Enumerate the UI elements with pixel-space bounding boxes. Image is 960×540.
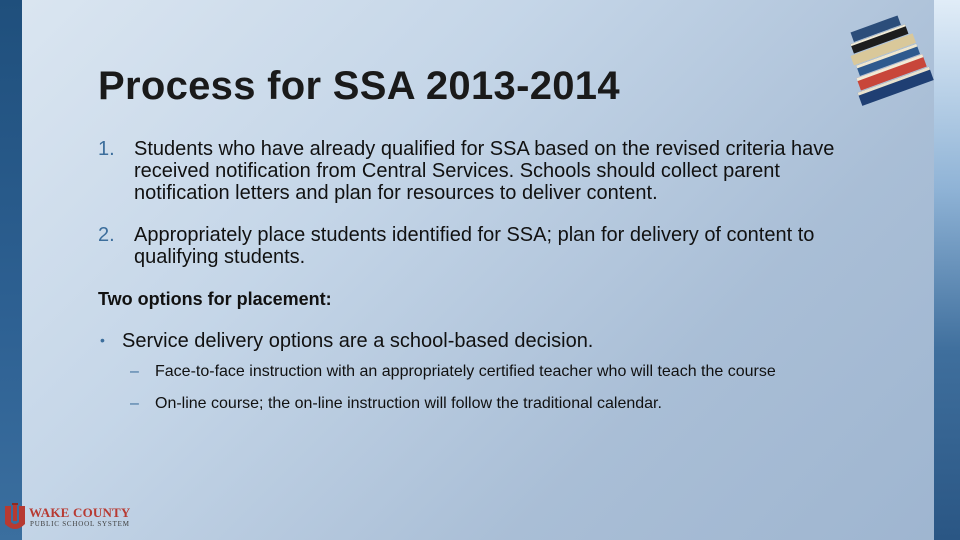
numbered-item <box>98 138 878 204</box>
wake-county-logo <box>3 503 138 533</box>
bullet-marker: • <box>100 332 105 348</box>
item-text: Appropriately place students identified for SSA; plan for delivery of content to qualifying students. <box>134 224 815 268</box>
sub-bullet-item <box>130 362 840 382</box>
numbered-item <box>98 224 878 268</box>
numbered-list <box>98 138 878 268</box>
stack-of-books-icon <box>842 10 938 120</box>
item-number: 2. <box>98 224 115 246</box>
wcpss-logo-mark-icon <box>3 503 27 531</box>
sub-bullet-text: Face-to-face instruction with an appropriately certified teacher who will teach the course <box>155 363 776 380</box>
bullet-text: Service delivery options are a school-based decision. <box>122 330 594 352</box>
item-text: Students who have already qualified for SSA based on the revised criteria have received notification from Central Services. Schools should collect parent notification letters and plan for resources to deliver content. <box>134 138 835 204</box>
logo-subtitle: PUBLIC SCHOOL SYSTEM <box>30 520 130 528</box>
sub-bullet-list <box>130 362 840 414</box>
dash-marker: – <box>130 363 139 380</box>
dash-marker: – <box>130 395 139 412</box>
item-number: 1. <box>98 138 115 160</box>
slide-title: Process for SSA 2013-2014 <box>98 64 620 108</box>
sub-bullet-item <box>130 394 840 414</box>
placement-subheading: Two options for placement: <box>98 289 332 309</box>
sub-bullet-text: On-line course; the on-line instruction will follow the traditional calendar. <box>155 395 662 412</box>
logo-name: WAKE COUNTY <box>29 505 131 520</box>
left-decorative-band <box>0 0 22 540</box>
